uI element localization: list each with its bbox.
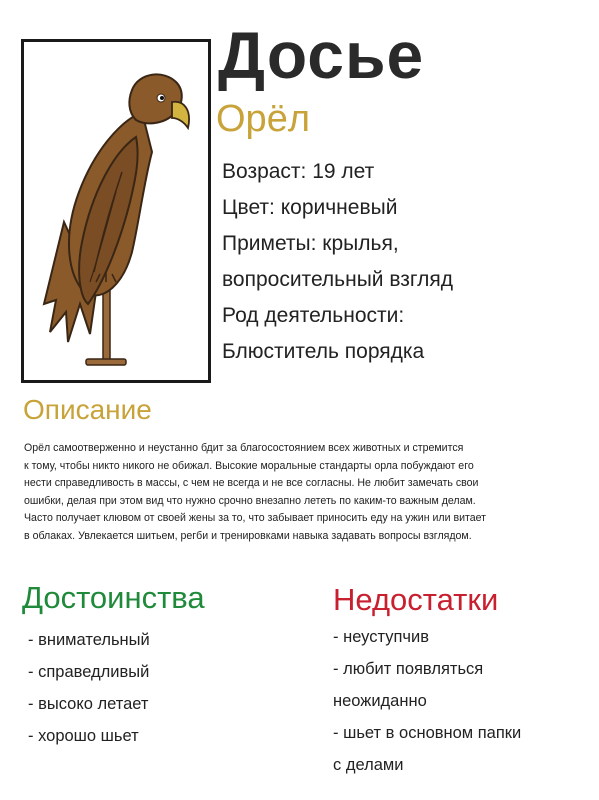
cons-item: с делами (333, 756, 404, 774)
fact-features-cont: вопросительный взгляд (222, 268, 453, 291)
description-line: ошибки, делая при этом вид что нужно срочно внезапно лететь по каким-то важным делам. (24, 494, 476, 507)
description-line: к тому, чтобы никто никого не обижал. Высокие моральные стандарты орла побуждают его (24, 459, 474, 472)
cons-item: неожиданно (333, 692, 427, 710)
eagle-illustration (24, 42, 208, 380)
pros-heading: Достоинства (22, 580, 205, 615)
cons-list (333, 621, 521, 781)
fact-color: Цвет: коричневый (222, 196, 398, 219)
subject-name: Орёл (216, 98, 310, 140)
description-text (24, 440, 554, 546)
cons-item: - неуступчив (333, 628, 430, 646)
portrait-frame (21, 39, 211, 383)
cons-heading: Недостатки (333, 582, 499, 617)
description-heading: Описание (23, 394, 152, 425)
cons-item: - любит появляться (333, 660, 484, 678)
description-line: нести справедливость в массы, с чем не всегда и не все согласны. Не любит замечать свои (24, 477, 479, 490)
description-line: Часто получает клювом от своей жены за то, что забывает приносить еду на ужин или витает (24, 512, 487, 525)
description-line: Орёл самоотверженно и неустанно бдит за благосостоянием всех животных и стремится (24, 442, 464, 454)
pros-item: - высоко летает (28, 695, 149, 713)
description-line: в облаках. Увлекается шитьем, регби и тренировками навыка задавать вопросы взглядом. (24, 529, 472, 542)
pros-item: - внимательный (28, 631, 150, 649)
fact-age: Возраст: 19 лет (222, 160, 375, 183)
pros-item: - хорошо шьет (28, 727, 139, 745)
cons-item: - шьет в основном папки (333, 724, 522, 742)
fact-occupation-value: Блюститель порядка (222, 340, 425, 363)
fact-features: Приметы: крылья, (222, 232, 399, 255)
fact-occupation: Род деятельности: (222, 304, 405, 327)
facts-list (222, 154, 453, 370)
page-title: Досье (218, 18, 425, 92)
pros-item: - справедливый (28, 663, 150, 681)
pros-list (28, 624, 150, 752)
